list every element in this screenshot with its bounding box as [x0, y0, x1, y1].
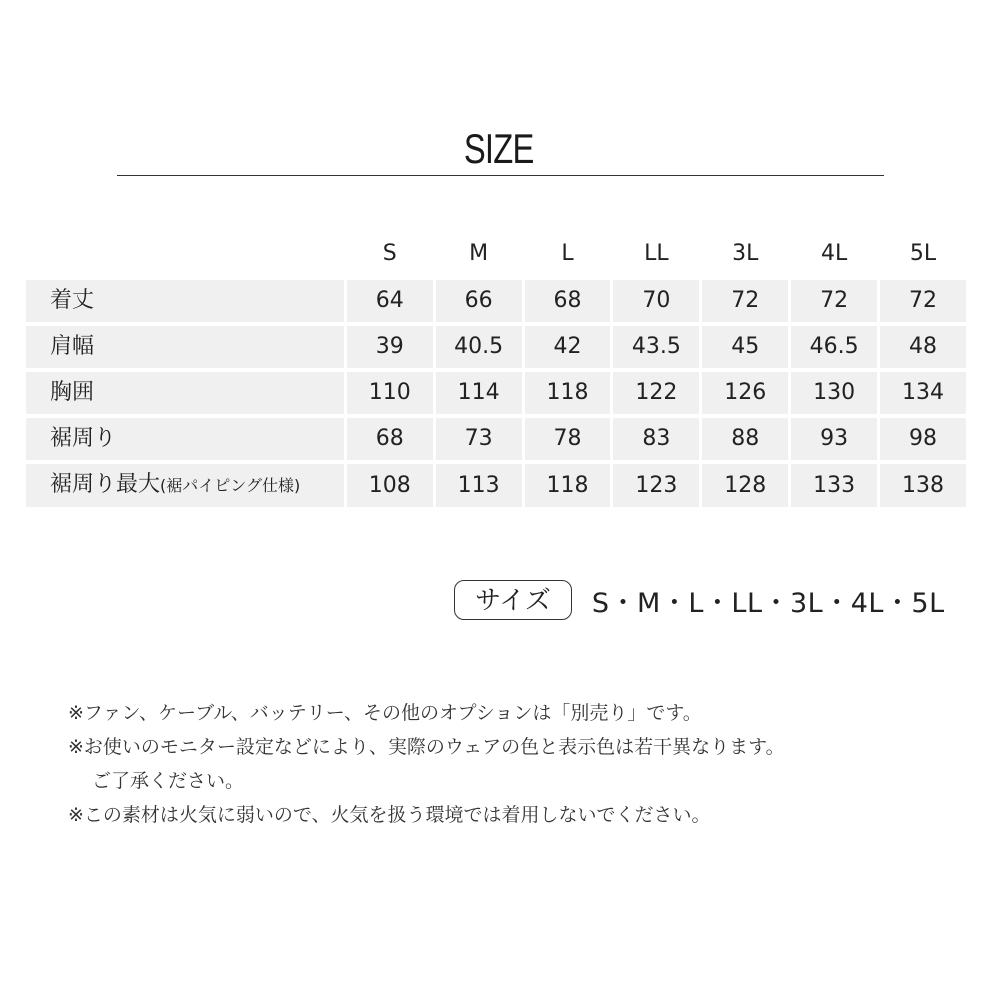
- table-cell: 68: [525, 280, 611, 322]
- row-label: [26, 418, 344, 460]
- table-cell: 39: [347, 326, 433, 368]
- table-cell: 40.5: [436, 326, 522, 368]
- table-cell: 138: [880, 464, 966, 507]
- table-cell: 78: [525, 418, 611, 460]
- table-cell: 118: [525, 372, 611, 414]
- notes: [68, 696, 968, 832]
- table-cell: 72: [791, 280, 877, 322]
- table-cell: 45: [702, 326, 788, 368]
- size-badge: サイズ: [454, 580, 572, 620]
- size-header: 5L: [909, 241, 937, 266]
- table-row: [26, 418, 966, 460]
- size-header: 4L: [820, 241, 848, 266]
- table-row: [26, 464, 966, 507]
- table-cell: 66: [436, 280, 522, 322]
- table-cell: 134: [880, 372, 966, 414]
- row-label: [26, 280, 344, 322]
- table-row: [26, 372, 966, 414]
- table-cell: 114: [436, 372, 522, 414]
- note-options: ※ファン、ケーブル、バッテリー、その他のオプションは「別売り」です。: [68, 702, 702, 724]
- table-cell: 70: [613, 280, 699, 322]
- header-corner: [26, 232, 344, 276]
- note-color: ※お使いのモニター設定などにより、実際のウェアの色と表示色は若干異なります。: [68, 736, 785, 758]
- row-label-text: 着丈: [50, 288, 95, 313]
- size-header: 3L: [732, 241, 759, 266]
- note-fire: ※この素材は火気に弱いので、火気を扱う環境では着用しないでください。: [68, 804, 711, 826]
- table-cell: 88: [702, 418, 788, 460]
- page-title: SIZE: [463, 125, 534, 172]
- table-cell: 108: [347, 464, 433, 507]
- table-cell: 128: [702, 464, 788, 507]
- table-cell: 48: [880, 326, 966, 368]
- row-label-text: 裾周り: [50, 426, 117, 451]
- table-cell: 133: [791, 464, 877, 507]
- table-row: [26, 326, 966, 368]
- size-header: LL: [644, 241, 669, 266]
- row-label: [26, 372, 344, 414]
- table-cell: 110: [347, 372, 433, 414]
- size-header: L: [561, 241, 574, 266]
- table-cell: 42: [525, 326, 611, 368]
- table-cell: 130: [791, 372, 877, 414]
- table-cell: 73: [436, 418, 522, 460]
- table-cell: 43.5: [613, 326, 699, 368]
- note-color-continued: ご了承ください。: [92, 770, 245, 792]
- table-cell: 118: [525, 464, 611, 507]
- size-header: S: [382, 241, 397, 266]
- table-cell: 72: [880, 280, 966, 322]
- size-header: M: [469, 241, 489, 266]
- size-table: [23, 228, 969, 511]
- size-header-row: [26, 232, 966, 276]
- table-cell: 83: [613, 418, 699, 460]
- row-label-text: 肩幅: [50, 334, 95, 359]
- table-cell: 93: [791, 418, 877, 460]
- table-cell: 122: [613, 372, 699, 414]
- title-divider: [117, 175, 884, 176]
- table-cell: 72: [702, 280, 788, 322]
- row-label: [26, 464, 344, 507]
- table-cell: 98: [880, 418, 966, 460]
- row-label-subtext: (裾パイピング仕様): [160, 476, 301, 495]
- table-cell: 68: [347, 418, 433, 460]
- table-row: [26, 280, 966, 322]
- row-label: [26, 326, 344, 368]
- table-cell: 126: [702, 372, 788, 414]
- table-cell: 113: [436, 464, 522, 507]
- table-cell: 123: [613, 464, 699, 507]
- row-label-text: 胸囲: [50, 380, 95, 405]
- table-cell: 64: [347, 280, 433, 322]
- available-sizes: [454, 578, 945, 622]
- row-label-text: 裾周り最大: [50, 472, 161, 497]
- size-list: S・M・L・LL・3L・4L・5L: [591, 587, 945, 619]
- table-cell: 46.5: [791, 326, 877, 368]
